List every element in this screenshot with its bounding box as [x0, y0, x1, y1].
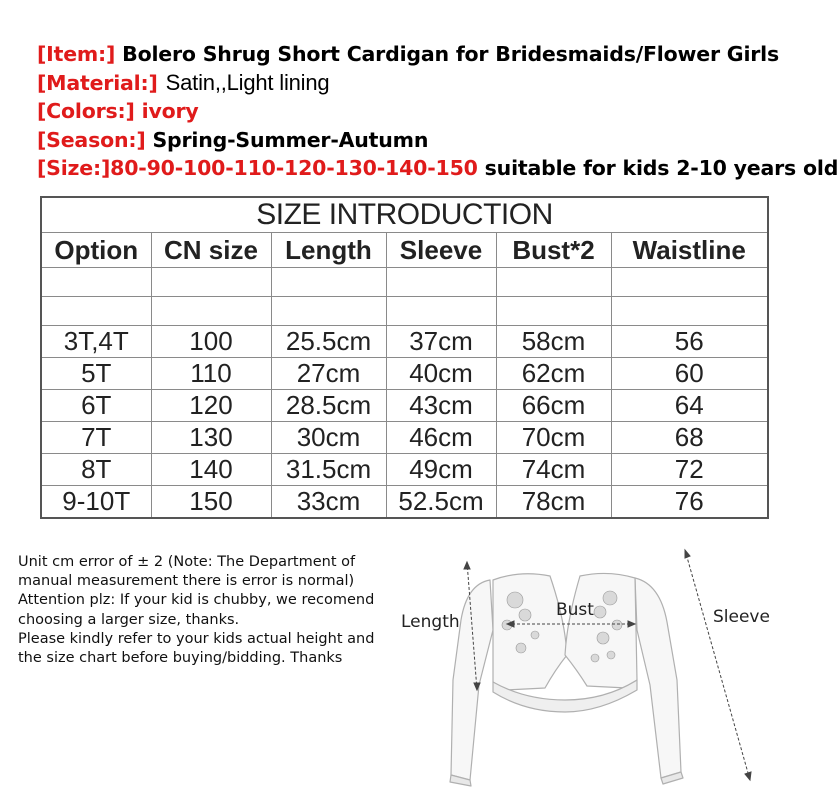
- material-label: [Material:]: [37, 70, 158, 95]
- table-row: [41, 326, 768, 358]
- length-label: Length: [401, 612, 460, 632]
- item-label: [Item:]: [37, 42, 116, 66]
- table-cell: 110: [151, 358, 271, 390]
- table-cell: 130: [151, 422, 271, 454]
- table-cell: 78cm: [496, 486, 611, 519]
- size-table-header: [41, 233, 768, 268]
- note-line: choosing a larger size, thanks.: [18, 611, 240, 628]
- table-cell: 8T: [41, 454, 151, 486]
- column-header: CN size: [151, 233, 271, 268]
- size-table-title: SIZE INTRODUCTION: [41, 197, 768, 233]
- table-cell: 25.5cm: [271, 326, 386, 358]
- column-header: Bust*2: [496, 233, 611, 268]
- table-row: [41, 422, 768, 454]
- size-line: [37, 154, 838, 183]
- note-line: Unit cm error of ± 2 (Note: The Department of: [18, 554, 356, 570]
- measurement-diagram: [395, 540, 795, 790]
- table-cell: 62cm: [496, 358, 611, 390]
- season-label: [Season:]: [37, 127, 146, 152]
- table-cell: 28.5cm: [271, 390, 386, 422]
- colors-line: [37, 97, 838, 126]
- table-cell: 72: [611, 454, 768, 486]
- table-cell: 33cm: [271, 486, 386, 519]
- colors-label: [Colors:] ivory: [37, 99, 199, 123]
- empty-row: [41, 268, 768, 297]
- table-cell: 64: [611, 390, 768, 422]
- table-cell: 46cm: [386, 422, 496, 454]
- size-table: [40, 196, 769, 519]
- item-line: [37, 40, 838, 69]
- table-row: [41, 358, 768, 390]
- table-cell: 7T: [41, 422, 151, 454]
- table-cell: 74cm: [496, 454, 611, 486]
- table-cell: 43cm: [386, 390, 496, 422]
- table-cell: 120: [151, 390, 271, 422]
- note-line: Attention plz: If your kid is chubby, we recomend: [18, 592, 375, 609]
- bolero-garment-image: [395, 540, 795, 790]
- material-line: [37, 69, 838, 98]
- empty-row: [41, 297, 768, 326]
- note-line: Please kindly refer to your kids actual height and: [18, 630, 375, 647]
- table-cell: 30cm: [271, 422, 386, 454]
- season-line: [37, 126, 838, 155]
- note-line: the size chart before buying/bidding. Thanks: [18, 650, 343, 667]
- column-header: Length: [271, 233, 386, 268]
- table-cell: 40cm: [386, 358, 496, 390]
- table-cell: 5T: [41, 358, 151, 390]
- material-value: Satin,,Light lining: [165, 69, 330, 95]
- table-cell: 27cm: [271, 358, 386, 390]
- table-cell: 56: [611, 326, 768, 358]
- bust-label: Bust: [556, 600, 594, 620]
- table-cell: 6T: [41, 390, 151, 422]
- table-cell: 76: [611, 486, 768, 519]
- sleeve-label: Sleeve: [713, 607, 770, 627]
- season-value: Spring-Summer-Autumn: [152, 127, 429, 152]
- table-cell: 49cm: [386, 454, 496, 486]
- table-cell: 31.5cm: [271, 454, 386, 486]
- table-cell: 9-10T: [41, 486, 151, 519]
- table-row: [41, 390, 768, 422]
- table-cell: 100: [151, 326, 271, 358]
- note-line: manual measurement there is error is normal): [18, 573, 355, 590]
- column-header: Sleeve: [386, 233, 496, 268]
- column-header: Option: [41, 233, 151, 268]
- size-value: suitable for kids 2-10 years old: [484, 156, 838, 180]
- table-cell: 66cm: [496, 390, 611, 422]
- item-value: Bolero Shrug Short Cardigan for Bridesmaids/Flower Girls: [122, 42, 780, 66]
- table-cell: 37cm: [386, 326, 496, 358]
- product-info: [37, 40, 838, 183]
- table-cell: 70cm: [496, 422, 611, 454]
- table-cell: 58cm: [496, 326, 611, 358]
- table-row: [41, 454, 768, 486]
- table-cell: 140: [151, 454, 271, 486]
- measurement-note: [18, 553, 398, 668]
- table-cell: 68: [611, 422, 768, 454]
- table-cell: 60: [611, 358, 768, 390]
- table-cell: 52.5cm: [386, 486, 496, 519]
- column-header: Waistline: [611, 233, 768, 268]
- table-cell: 150: [151, 486, 271, 519]
- table-cell: 3T,4T: [41, 326, 151, 358]
- table-row: [41, 486, 768, 519]
- size-label: [Size:]80-90-100-110-120-130-140-150: [37, 156, 478, 180]
